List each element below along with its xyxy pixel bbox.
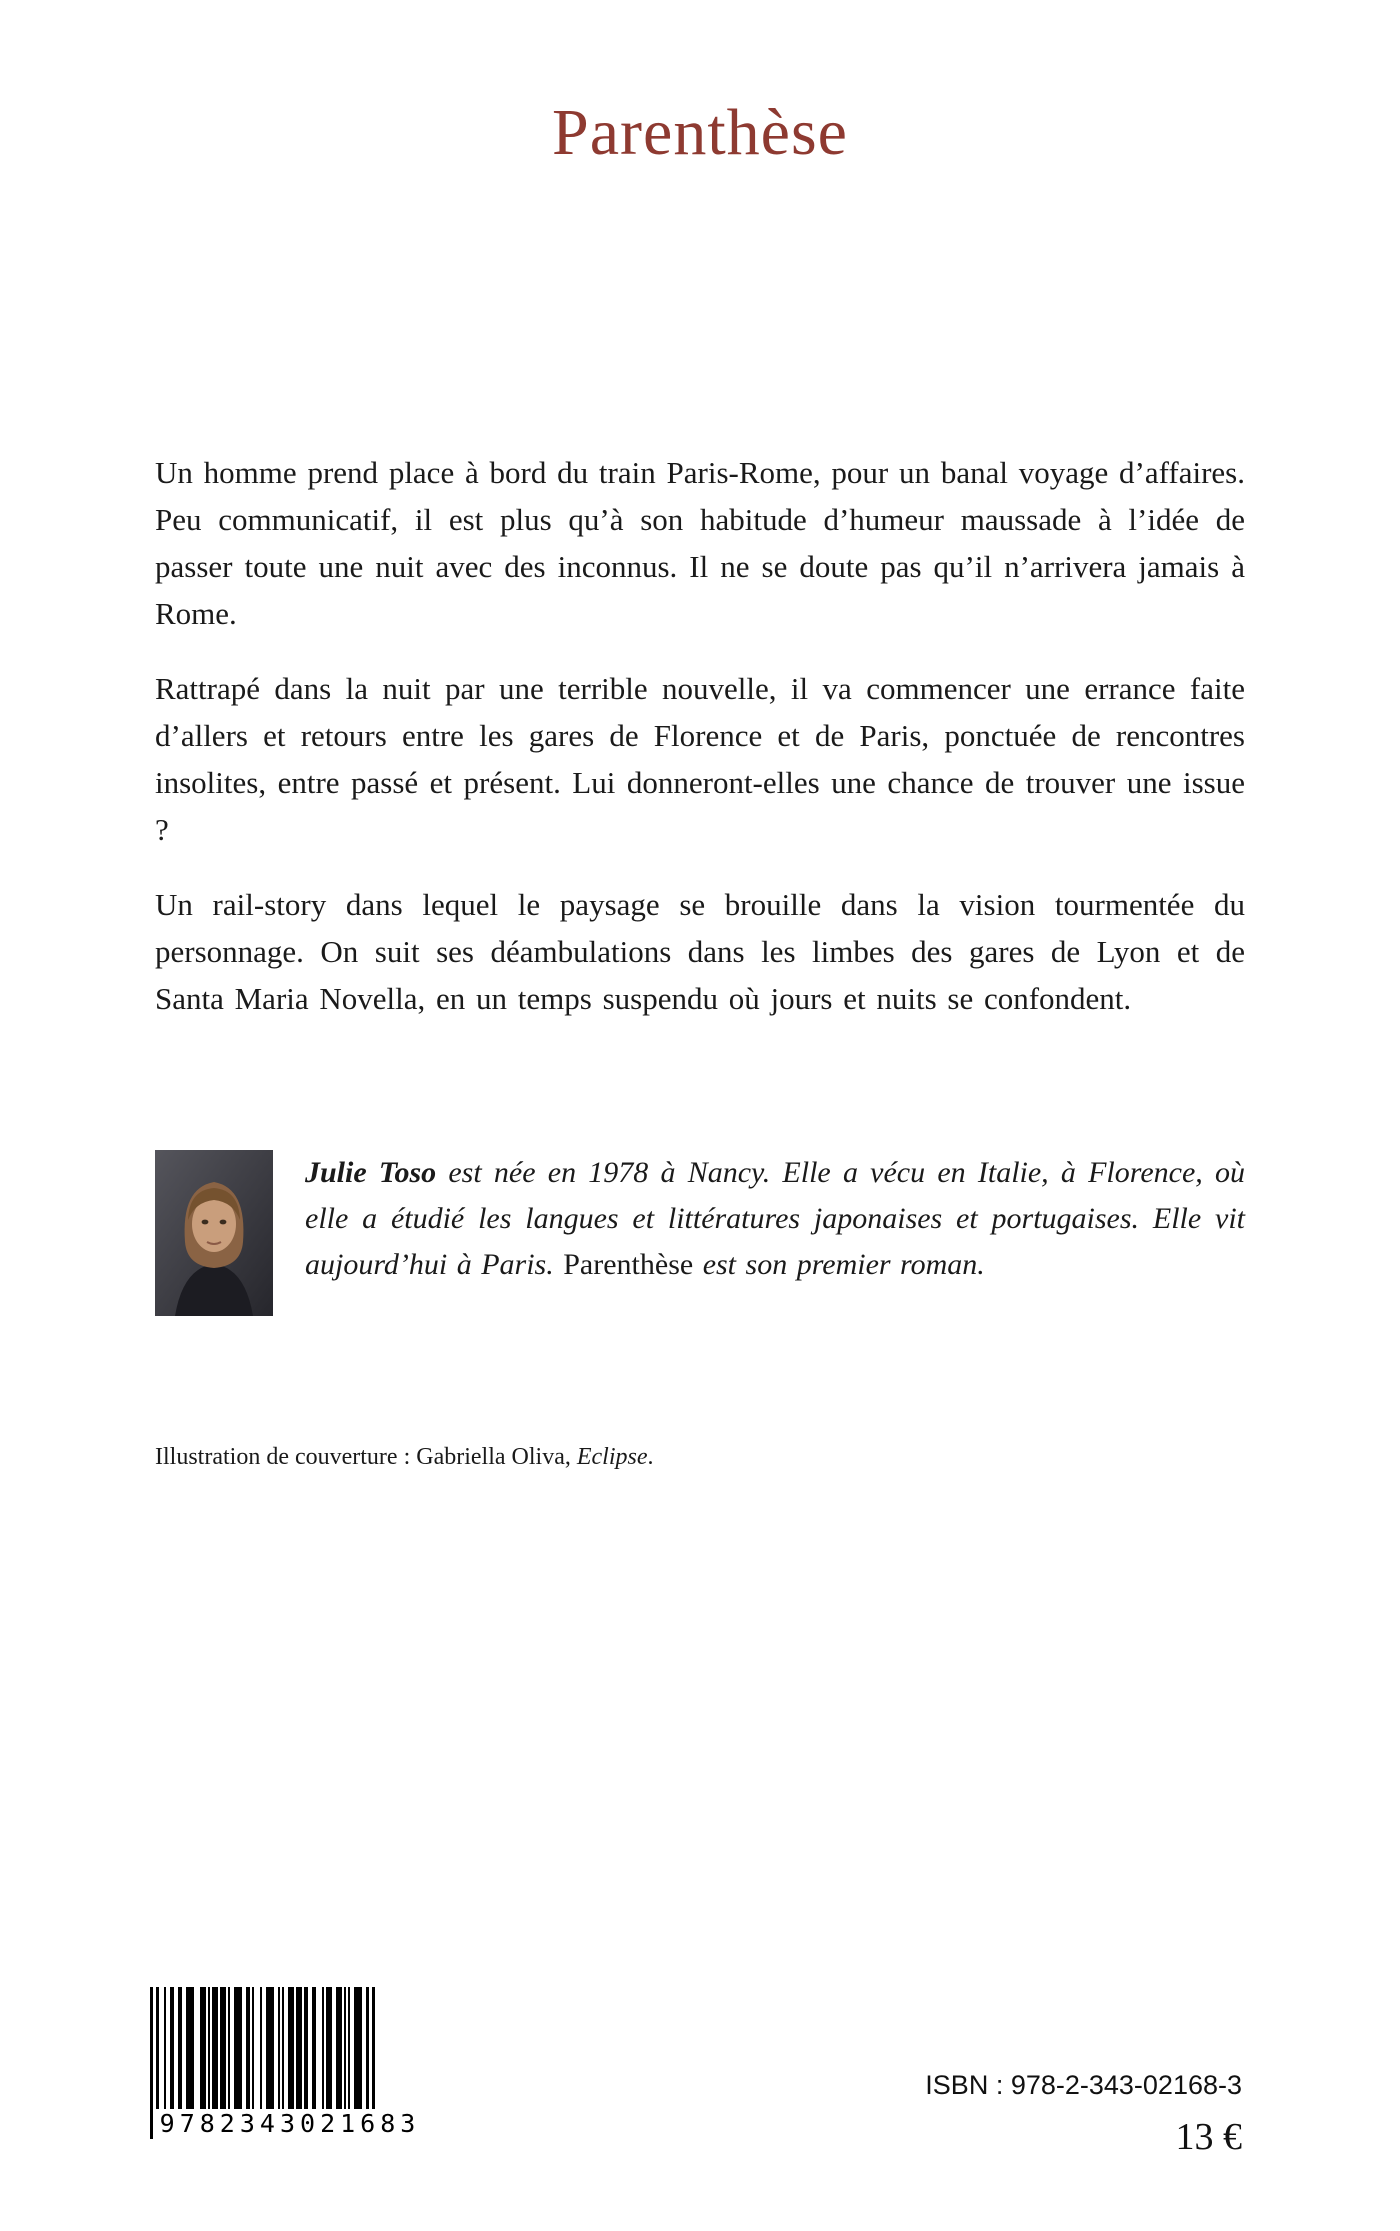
author-photo bbox=[155, 1150, 273, 1316]
credit-text: Illustration de couverture : Gabriella Oliva, bbox=[155, 1444, 577, 1470]
cover-illustration-credit bbox=[155, 1444, 1245, 1471]
synopsis-paragraph-2: Rattrapé dans la nuit par une terrible nouvelle, il va commencer une errance faite d’allers et retours entre les gares de Florence et de Paris, ponctuée de rencontres insolites, entre passé et présent. Lui donneront-elles une chance de trouver une issue ? bbox=[155, 671, 1245, 847]
bio-body: est née en 1978 à Nancy. Elle a vécu en Italie, à Florence, où elle a étudié les langues et littératures japonaises et portugaises. Elle vit aujourd’hui à Paris. bbox=[305, 1156, 1245, 1281]
bio-ending: est son premier roman. bbox=[693, 1248, 985, 1281]
isbn-text: ISBN : 978-2-343-02168-3 bbox=[925, 2070, 1242, 2100]
synopsis-paragraph-1: Un homme prend place à bord du train Paris-Rome, pour un banal voyage d’affaires. Peu communicatif, il est plus qu’à son habitude d’humeur maussade à l’idée de passer toute une nuit avec des inconnus. Il ne se doute pas qu’il n’arrivera jamais à Rome. bbox=[155, 455, 1245, 631]
author-bio-text bbox=[305, 1150, 1245, 1288]
book-title: Parenthèse bbox=[552, 96, 848, 169]
barcode-number: 9782343021683 bbox=[154, 2109, 426, 2139]
price-text: 13 € bbox=[1175, 2116, 1242, 2158]
credit-artwork-title: Eclipse bbox=[576, 1444, 648, 1470]
author-bio-section bbox=[155, 1150, 1245, 1316]
synopsis bbox=[155, 449, 1245, 1022]
bio-book-title: Parenthèse bbox=[563, 1248, 694, 1281]
footer-right bbox=[925, 2070, 1242, 2159]
barcode bbox=[150, 1987, 430, 2139]
author-portrait-image bbox=[155, 1150, 273, 1316]
author-name: Julie Toso bbox=[305, 1156, 437, 1189]
credit-period: . bbox=[647, 1444, 654, 1470]
synopsis-paragraph-3: Un rail-story dans lequel le paysage se brouille dans la vision tourmentée du personnage. On suit ses déambulations dans les limbes des gares de Lyon et de Santa Maria Novella, en un temps suspendu où jours et nuits se confondent. bbox=[155, 887, 1245, 1016]
